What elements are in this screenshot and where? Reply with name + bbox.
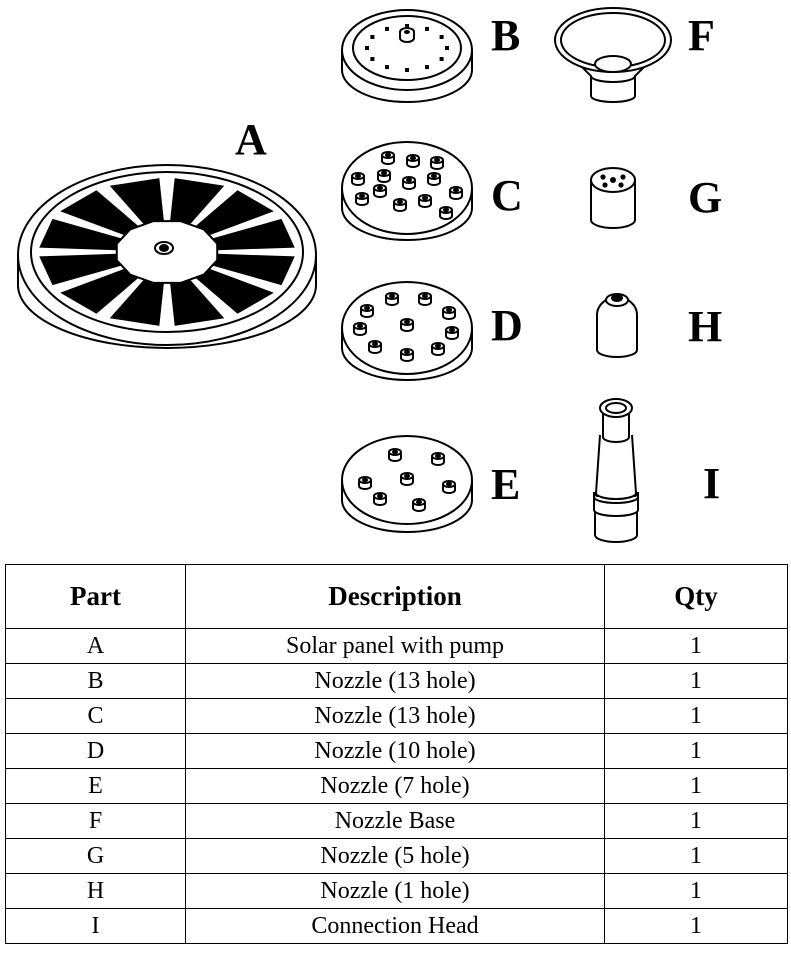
table-row <box>6 664 788 699</box>
nozzle-hole <box>365 46 369 50</box>
nozzle-hole <box>425 27 429 31</box>
cell-qty: 1 <box>605 699 788 734</box>
parts-table <box>5 564 788 944</box>
table-row <box>6 804 788 839</box>
nozzle-jet <box>432 453 444 465</box>
cell-description: Nozzle (5 hole) <box>186 839 605 874</box>
cell-description: Nozzle (13 hole) <box>186 699 605 734</box>
nozzle-jet <box>369 341 381 353</box>
cell-qty: 1 <box>605 804 788 839</box>
label-d: D <box>491 301 523 350</box>
table-row <box>6 769 788 804</box>
part-c-nozzle <box>342 142 472 240</box>
label-h: H <box>688 302 723 351</box>
label-b: B <box>491 11 521 60</box>
nozzle-jet <box>443 307 455 319</box>
nozzle-jet <box>389 449 401 461</box>
nozzle-jet <box>403 177 415 189</box>
cell-part: G <box>6 839 186 874</box>
header-qty: Qty <box>605 565 788 629</box>
label-g: G <box>688 173 723 222</box>
nozzle-jet <box>443 481 455 493</box>
nozzle-jet <box>431 157 443 169</box>
nozzle-jet <box>446 327 458 339</box>
nozzle-hole <box>445 46 449 50</box>
part-d-nozzle <box>342 282 472 380</box>
part-f-nozzle-base <box>555 8 671 102</box>
nozzle-jet <box>374 185 386 197</box>
nozzle-jet <box>361 305 373 317</box>
nozzle-jet <box>432 343 444 355</box>
table-row <box>6 909 788 944</box>
nozzle-hole <box>440 35 444 39</box>
cell-qty: 1 <box>605 664 788 699</box>
nozzle-jet <box>354 323 366 335</box>
nozzle-hole <box>425 65 429 69</box>
cell-part: I <box>6 909 186 944</box>
nozzle-jet <box>401 349 413 361</box>
header-part: Part <box>6 565 186 629</box>
cell-description: Nozzle (10 hole) <box>186 734 605 769</box>
cell-qty: 1 <box>605 839 788 874</box>
nozzle-jet <box>413 499 425 511</box>
part-g-nozzle <box>591 168 635 228</box>
nozzle-jet <box>378 170 390 182</box>
table-row <box>6 839 788 874</box>
cell-qty: 1 <box>605 769 788 804</box>
cell-qty: 1 <box>605 734 788 769</box>
nozzle-jet <box>356 193 368 205</box>
table-row <box>6 734 788 769</box>
nozzle-jet <box>382 152 394 164</box>
nozzle-hole <box>385 27 389 31</box>
nozzle-jet <box>440 207 452 219</box>
cell-part: D <box>6 734 186 769</box>
part-e-nozzle <box>342 436 472 532</box>
nozzle-hole <box>440 57 444 61</box>
table-row <box>6 699 788 734</box>
cell-part: E <box>6 769 186 804</box>
cell-qty: 1 <box>605 909 788 944</box>
nozzle-jet <box>386 293 398 305</box>
nozzle-jet <box>407 155 419 167</box>
cell-part: A <box>6 629 186 664</box>
part-a-solar-panel <box>18 165 316 348</box>
nozzle-jet <box>419 195 431 207</box>
nozzle-jet <box>419 293 431 305</box>
cell-part: B <box>6 664 186 699</box>
nozzle-hole <box>385 65 389 69</box>
nozzle-jet <box>450 187 462 199</box>
cell-description: Nozzle (1 hole) <box>186 874 605 909</box>
nozzle-jet <box>428 173 440 185</box>
label-c: C <box>491 171 523 220</box>
nozzle-jet <box>352 173 364 185</box>
nozzle-hole <box>370 35 374 39</box>
cell-part: H <box>6 874 186 909</box>
label-e: E <box>491 460 521 509</box>
table-header-row <box>6 565 788 629</box>
nozzle-jet <box>394 199 406 211</box>
table-row <box>6 629 788 664</box>
cell-qty: 1 <box>605 874 788 909</box>
label-f: F <box>688 11 715 60</box>
nozzle-jet <box>359 477 371 489</box>
cell-description: Connection Head <box>186 909 605 944</box>
cell-description: Nozzle (13 hole) <box>186 664 605 699</box>
part-i-connection-head <box>594 399 638 542</box>
part-h-nozzle <box>597 294 637 357</box>
nozzle-jet <box>374 493 386 505</box>
label-a: A <box>235 115 267 164</box>
nozzle-jet <box>401 473 413 485</box>
cell-qty: 1 <box>605 629 788 664</box>
table-row <box>6 874 788 909</box>
cell-part: C <box>6 699 186 734</box>
cell-description: Nozzle Base <box>186 804 605 839</box>
nozzle-hole <box>370 57 374 61</box>
cell-description: Solar panel with pump <box>186 629 605 664</box>
cell-part: F <box>6 804 186 839</box>
label-i: I <box>703 459 721 508</box>
part-b-nozzle <box>342 10 472 102</box>
cell-description: Nozzle (7 hole) <box>186 769 605 804</box>
nozzle-hole <box>405 68 409 72</box>
nozzle-jet <box>401 319 413 331</box>
header-description: Description <box>186 565 605 629</box>
